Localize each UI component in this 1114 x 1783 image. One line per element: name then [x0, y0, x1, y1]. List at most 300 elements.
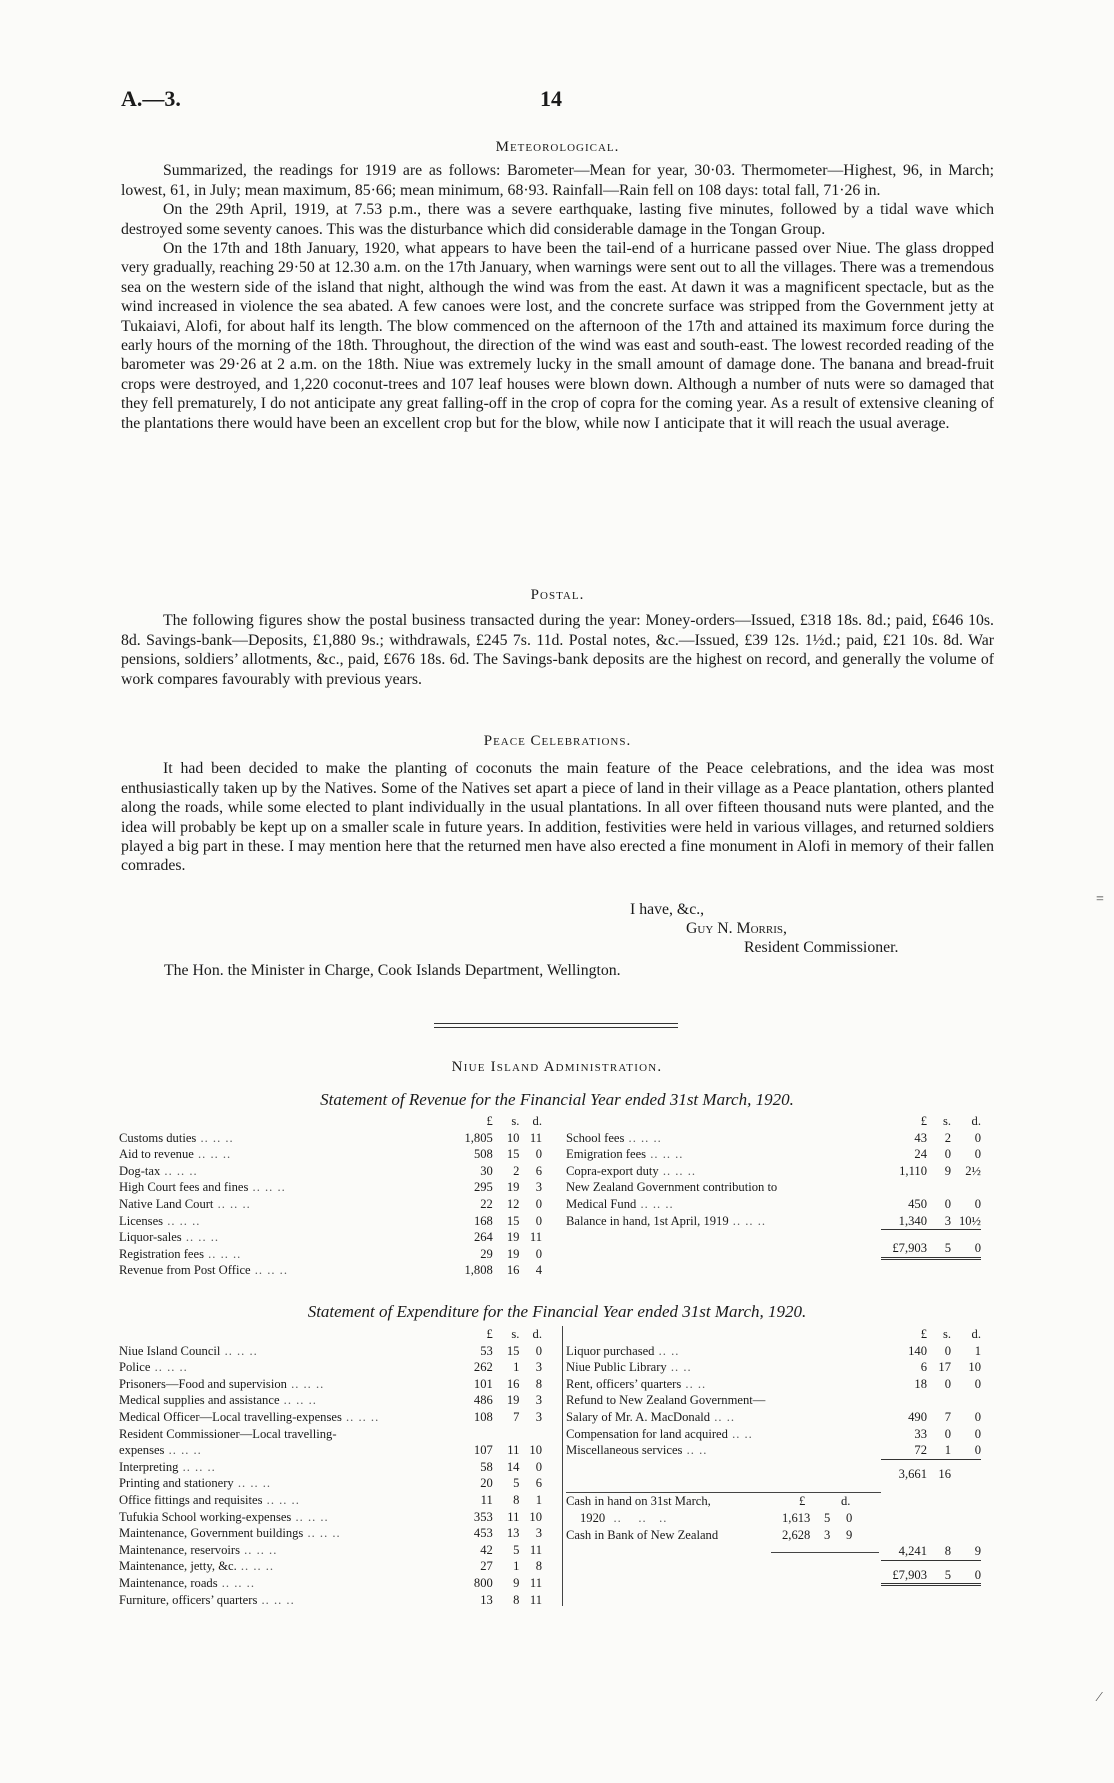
- ledger-row-pence: 6: [535, 1476, 542, 1491]
- ledger-row-pence: 8: [535, 1559, 542, 1574]
- ledger-row-shillings: 8: [513, 1492, 520, 1507]
- ledger-row-shillings: 13: [506, 1526, 520, 1541]
- ledger-row-shillings: 2: [513, 1163, 520, 1178]
- ledger-row: [119, 1459, 542, 1476]
- ledger-row-shillings: 5: [513, 1542, 520, 1557]
- ledger-row-pounds: 453: [473, 1526, 493, 1541]
- page-number: 14: [540, 86, 562, 111]
- ledger-row-shillings: 0: [944, 1343, 951, 1358]
- revenue-statement-title: Statement of Revenue for the Financial Year ended 31st March, 1920.: [320, 1090, 794, 1109]
- ledger-row-pence: 0: [535, 1147, 542, 1162]
- ledger-row: [119, 1575, 542, 1592]
- ledger-row: [119, 1146, 542, 1163]
- peace-heading: Peace Celebrations.: [483, 733, 632, 749]
- ledger-row-pence: 6: [535, 1163, 542, 1178]
- ledger-row-pounds: 13: [480, 1592, 493, 1607]
- ledger-row-pence: 10: [968, 1360, 981, 1375]
- ledger-row-shillings: 16: [506, 1263, 520, 1278]
- ledger-row: [119, 1229, 542, 1246]
- expenditure-column-divider: [562, 1326, 564, 1606]
- ledger-row-pence: [951, 1179, 981, 1196]
- ledger-row-shillings: 9: [944, 1163, 951, 1178]
- ledger-row-pence: 10½: [958, 1213, 981, 1228]
- ledger-row-pence: 0: [535, 1213, 542, 1228]
- ledger-row-label: High Court fees and fines: [119, 1180, 249, 1195]
- ledger-row-shillings: 8: [513, 1592, 520, 1607]
- ledger-row-pounds: 22: [480, 1196, 493, 1211]
- leader-dots: .. .. ..: [193, 1147, 232, 1162]
- ledger-row-label: Prisoners—Food and supervision: [119, 1376, 287, 1391]
- ledger-row: [119, 1343, 542, 1360]
- leader-dots: .. .. ..: [636, 1196, 674, 1211]
- peace-paragraph: It had been decided to make the planting of coconuts the main feature of the Peace celebrations, and the idea was most enthusiastically taken up by the Natives. Some of the Natives set apart a piece of land in their village as a Peace plantation, others planted along the roads, while some elected to plant individually in the usual plantations. In all over fifteen thousand nuts were planted, and the idea will probably be kept up on a smaller scale in future years. In addition, festivities were held in various villages, and returned soldiers played a big part in these. I may mention here that the returned men have also erected a fine monument in Alofi in memory of their fallen comrades.: [121, 760, 994, 875]
- ledger-row-label: Maintenance, jetty, &c.: [119, 1559, 237, 1574]
- leader-dots: .. .. ..: [240, 1542, 278, 1557]
- expenditure-total-pence: 0: [951, 1567, 981, 1585]
- ledger-row: [566, 1130, 981, 1147]
- revenue-left-table: [119, 1113, 542, 1279]
- leader-dots: .. .. ..: [217, 1575, 255, 1590]
- ledger-row-pounds: 486: [473, 1393, 493, 1408]
- ledger-row-shillings: 5: [513, 1476, 520, 1491]
- ledger-row-label: Revenue from Post Office: [119, 1263, 251, 1278]
- ledger-row-pence: 11: [529, 1230, 542, 1245]
- ledger-row-shillings: 1: [944, 1443, 951, 1458]
- cash-in-hand-row: [566, 1510, 981, 1527]
- ledger-row: [119, 1392, 542, 1409]
- ledger-row-pounds: 27: [480, 1559, 493, 1574]
- ledger-row-label: Medical Officer—Local travelling-expenses: [119, 1409, 342, 1424]
- ledger-row-pence: 0: [535, 1343, 542, 1358]
- ledger-row: [119, 1442, 542, 1459]
- ledger-row-label: Niue Island Council: [119, 1343, 221, 1358]
- ledger-row-shillings: 1: [513, 1559, 520, 1574]
- ledger-row-shillings: 0: [944, 1196, 951, 1211]
- ledger-row-shillings: 7: [513, 1409, 520, 1424]
- expenditure-right-rows: [566, 1343, 981, 1460]
- meteorological-paragraph-2: On the 29th April, 1919, at 7.53 p.m., there was a severe earthquake, lasting five minutes, followed by a tidal wave which destroyed some seventy canoes. This was the disturbance which did considerable damage in the Tongan Group.: [121, 201, 994, 238]
- ledger-row: [119, 1492, 542, 1509]
- expenditure-total-shillings: 5: [927, 1567, 951, 1585]
- cash-in-hand-pence: 0: [846, 1510, 853, 1525]
- meteorological-paragraph-1: Summarized, the readings for 1919 are as follows: Barometer—Mean for year, 30·03. Thermometer—Highest, 96, in March; lowest, 61, in July; mean maximum, 85·66; mean minimum, 68·93. Rainfall—Rain fell on 108 days: total fall, 71·26 in.: [121, 162, 994, 199]
- ledger-row-pence: 3: [535, 1360, 542, 1375]
- ledger-row-label: Medical supplies and assistance: [119, 1393, 280, 1408]
- ledger-row: [566, 1163, 981, 1180]
- cash-header-label: Cash in hand on 31st March,: [566, 1494, 711, 1509]
- revenue-right-table: [566, 1113, 981, 1260]
- ledger-row-shillings: 3: [944, 1213, 951, 1228]
- ledger-row-label: expenses: [119, 1443, 165, 1458]
- ledger-row-shillings: 17: [938, 1360, 951, 1375]
- currency-header-pounds: £: [486, 1114, 493, 1128]
- cash-in-bank-shillings: 3: [824, 1527, 831, 1542]
- ledger-row-shillings: 9: [513, 1575, 520, 1590]
- revenue-total-pounds: £7,903: [881, 1240, 927, 1258]
- ledger-row-label: Tufukia School working-expenses: [119, 1509, 292, 1524]
- ledger-row-shillings: 10: [506, 1130, 520, 1145]
- ledger-row: [119, 1246, 542, 1263]
- ledger-row-shillings: 16: [506, 1376, 520, 1391]
- leader-dots: .. .. ..: [248, 1180, 286, 1195]
- ledger-row: [119, 1592, 542, 1609]
- ledger-row-pounds: 30: [480, 1163, 493, 1178]
- ledger-row-label: Aid to revenue: [119, 1147, 194, 1162]
- ledger-row-pounds: 168: [473, 1213, 493, 1228]
- ledger-row-pence: 3: [535, 1180, 542, 1195]
- expenditure-subtotal-pounds: 3,661: [898, 1466, 927, 1481]
- ledger-row-pounds: 1,340: [898, 1213, 927, 1228]
- currency-header-shillings: s.: [511, 1327, 520, 1341]
- ledger-row-pence: 0: [974, 1196, 981, 1211]
- ledger-row-pence: 3: [535, 1409, 542, 1424]
- ledger-row-pence: 0: [974, 1147, 981, 1162]
- ledger-row-pence: 3: [535, 1526, 542, 1541]
- ledger-row-label: Native Land Court: [119, 1196, 214, 1211]
- meteorological-heading: Meteorological.: [495, 139, 620, 155]
- currency-header-pence: d.: [971, 1114, 981, 1128]
- ledger-row-shillings: 14: [506, 1459, 520, 1474]
- ledger-row: [566, 1392, 981, 1409]
- ledger-row: [119, 1558, 542, 1575]
- ledger-row-pounds: 6: [920, 1360, 927, 1375]
- leader-dots: .. ..: [681, 1376, 707, 1391]
- ledger-row-pence: 8: [535, 1376, 542, 1391]
- leader-dots: .. .. ..: [291, 1509, 329, 1524]
- ledger-row: [119, 1196, 542, 1213]
- ledger-row-pounds: 29: [480, 1246, 493, 1261]
- ledger-row-label: New Zealand Government contribution to: [566, 1180, 778, 1195]
- currency-header-pounds: £: [486, 1327, 493, 1341]
- ledger-row: [566, 1359, 981, 1376]
- leader-dots: .. .. ..: [341, 1409, 380, 1424]
- signatory-title: Resident Commissioner.: [744, 939, 899, 956]
- section-divider-thin: [434, 1027, 678, 1028]
- leader-dots: .. .. ..: [286, 1376, 325, 1391]
- ledger-row-pounds: 264: [473, 1230, 493, 1245]
- ledger-row-label: School fees: [566, 1130, 625, 1145]
- ledger-row-pence: 2½: [965, 1163, 981, 1178]
- ledger-row-label: Balance in hand, 1st April, 1919: [566, 1213, 729, 1228]
- leader-dots: .. .. ..: [150, 1360, 188, 1375]
- ledger-row-label: Furniture, officers’ quarters: [119, 1592, 258, 1607]
- ledger-row-shillings: 19: [506, 1180, 520, 1195]
- ledger-row-label: Resident Commissioner—Local travelling-: [119, 1426, 337, 1441]
- ledger-row-pounds: [881, 1392, 927, 1409]
- cash-header-pence: d.: [841, 1494, 851, 1509]
- ledger-row-label: Interpreting: [119, 1459, 179, 1474]
- ledger-row: [566, 1213, 981, 1230]
- ledger-row-pence: 10: [529, 1509, 542, 1524]
- cash-year: 1920: [580, 1510, 606, 1525]
- ledger-row-shillings: 2: [944, 1130, 951, 1145]
- expenditure-subtotal-shillings: 16: [938, 1466, 951, 1481]
- ledger-row-pence: 11: [529, 1592, 542, 1607]
- ledger-row-pounds: 450: [908, 1196, 927, 1211]
- ledger-row-pounds: 43: [914, 1130, 927, 1145]
- ledger-row: [119, 1130, 542, 1147]
- section-divider: [434, 1023, 678, 1024]
- ledger-row-shillings: 15: [506, 1147, 520, 1162]
- ledger-row: [119, 1509, 542, 1526]
- ledger-row: [566, 1343, 981, 1360]
- ledger-row: [566, 1376, 981, 1393]
- ledger-row-pounds: 24: [914, 1147, 927, 1162]
- postal-paragraph: The following figures show the postal business transacted during the year: Money-orders—Issued, £318 18s. 8d.; paid, £646 10s. 8d. Savings-bank—Deposits, £1,880 9s.; withdrawals, £245 7s. 11d. Postal notes, &c.—Issued, £39 12s. 1½d.; paid, £21 10s. 8d. War pensions, soldiers’ allotments, &c., paid, £676 18s. 6d. The Savings-bank deposits are the highest on record, and generally the volume of work compares favourably with previous years.: [121, 612, 994, 688]
- ledger-row: [119, 1376, 542, 1393]
- cash-header-cell: [566, 1493, 881, 1510]
- ledger-row-pence: 0: [974, 1443, 981, 1458]
- currency-header-shillings: s.: [511, 1114, 520, 1128]
- leader-dots: .. .. ..: [250, 1263, 288, 1278]
- ledger-row-pounds: 53: [480, 1343, 493, 1358]
- ledger-row: [119, 1525, 542, 1542]
- leader-dots: .. .. ..: [728, 1213, 766, 1228]
- leader-dots: .. .. ..: [279, 1393, 317, 1408]
- meteorological-section: [121, 138, 994, 433]
- cash-total-shillings: 8: [944, 1544, 951, 1559]
- ledger-row: [119, 1426, 542, 1443]
- meteorological-paragraph-3: On the 17th and 18th January, 1920, what appears to have been the tail-end of a hurricane passed over Niue. The glass dropped very gradually, reaching 29·50 at 12.30 a.m. on the 17th January, when warnings were sent out to all the villages. There was a tremendous sea on the western side of the island that night, although the wind was from the east. At dawn it was a magnificent spectacle, but as the wind increased in violence the sea abated. A few canoes were lost, and the concrete surface was stripped from the Government jetty at Tukaiavi, Alofi, for about half its length. The blow commenced on the afternoon of the 17th and attained its maximum force during the early hours of the morning of the 18th. Throughout, the direction of the wind was east and south-east. The lowest recorded reading of the barometer was 29·26 at 2 a.m. on the 18th. Niue was extremely lucky in the small amount of damage done. The banana and bread-fruit crops were destroyed, and 1,220 coconut-trees and 107 leaf houses were blown down. Although a number of nuts were so damaged that they fell prematurely, I do not anticipate any great falling-off in the crop of copra for the coming year. As a result of extensive cleaning of the plantations there would have been an excellent crop but for the blow, while now I anticipate that it will reach the usual average.: [121, 240, 994, 432]
- leader-dots: .. .. ..: [624, 1130, 662, 1145]
- ledger-row-shillings: 11: [507, 1443, 520, 1458]
- ledger-row-shillings: 1: [513, 1360, 520, 1375]
- leader-dots: .. ..: [710, 1409, 735, 1424]
- ledger-row-pence: 11: [529, 1575, 542, 1590]
- expenditure-subtotal-row: [566, 1466, 981, 1483]
- leader-dots: .. .. ..: [160, 1163, 198, 1178]
- cash-header-pounds: £: [799, 1494, 806, 1509]
- ledger-row-label: Refund to New Zealand Government—: [566, 1393, 766, 1408]
- currency-header-pounds: £: [920, 1114, 927, 1128]
- cash-bank-label: Cash in Bank of New Zealand: [566, 1527, 719, 1542]
- ledger-row-pounds: [445, 1426, 493, 1443]
- leader-dots: .. ..: [727, 1426, 753, 1441]
- cash-total-pounds: 4,241: [898, 1544, 927, 1559]
- ledger-row-pence: 0: [974, 1376, 981, 1391]
- cash-total-pence: 9: [974, 1544, 981, 1559]
- currency-header-pence: d.: [532, 1114, 542, 1128]
- ledger-row-pounds: 58: [480, 1459, 493, 1474]
- cash-total-row: [566, 1543, 981, 1560]
- ledger-row-label: Customs duties: [119, 1130, 197, 1145]
- ledger-row: [119, 1409, 542, 1426]
- leader-dots: .. .. ..: [178, 1459, 216, 1474]
- postal-heading: Postal.: [530, 587, 585, 603]
- ledger-row-pounds: 11: [480, 1492, 493, 1507]
- ledger-row-pounds: 490: [908, 1409, 927, 1424]
- ledger-row-label: Salary of Mr. A. MacDonald: [566, 1409, 711, 1424]
- ledger-row: [119, 1163, 542, 1180]
- ledger-row-pounds: 508: [473, 1147, 493, 1162]
- ledger-row-label: Emigration fees: [566, 1147, 647, 1162]
- cash-in-hand-pounds: 1,613: [782, 1510, 811, 1525]
- leader-dots: .. .. ..: [164, 1443, 202, 1458]
- ledger-row-pence: 0: [535, 1246, 542, 1261]
- expenditure-total-row: [566, 1567, 981, 1585]
- document-reference: A.—3.: [121, 86, 181, 111]
- ledger-row: [566, 1196, 981, 1213]
- ledger-row-pence: 0: [974, 1409, 981, 1424]
- addressee-line: The Hon. the Minister in Charge, Cook Islands Department, Wellington.: [164, 962, 621, 979]
- currency-header-pounds: £: [920, 1327, 927, 1341]
- ledger-row-label: Niue Public Library: [566, 1360, 667, 1375]
- ledger-row-pence: 11: [529, 1542, 542, 1557]
- cash-in-bank-pounds: 2,628: [782, 1527, 811, 1542]
- revenue-left-rows: [119, 1130, 542, 1279]
- ledger-row: [566, 1426, 981, 1443]
- ledger-row-shillings: 7: [944, 1409, 951, 1424]
- expenditure-statement-title: Statement of Expenditure for the Financial Year ended 31st March, 1920.: [307, 1302, 807, 1321]
- ledger-row-label: Liquor purchased: [566, 1343, 655, 1358]
- ledger-row-shillings: 12: [506, 1196, 520, 1211]
- ledger-row: [566, 1442, 981, 1459]
- leader-dots: .. .. ..: [163, 1213, 201, 1228]
- ledger-row-pounds: 72: [914, 1443, 927, 1458]
- currency-header-pence: d.: [971, 1327, 981, 1341]
- leader-dots: .. .. ..: [303, 1526, 341, 1541]
- leader-dots: .. .. ..: [181, 1230, 220, 1245]
- ledger-row-shillings: [493, 1426, 520, 1443]
- leader-dots: .. .. ..: [257, 1592, 295, 1607]
- ledger-row-label: Maintenance, reservoirs: [119, 1542, 240, 1557]
- cash-in-bank-row: [566, 1527, 981, 1544]
- ledger-row-shillings: 15: [506, 1343, 520, 1358]
- ledger-row-shillings: 0: [944, 1376, 951, 1391]
- currency-header-shillings: s.: [942, 1114, 951, 1128]
- ledger-row-pence: 11: [529, 1130, 542, 1145]
- leader-dots: .. .. ..: [203, 1246, 242, 1261]
- leader-dots: .. .. ..: [233, 1476, 272, 1491]
- ledger-row-pounds: 800: [473, 1575, 493, 1590]
- ledger-row-pence: 4: [535, 1263, 542, 1278]
- leader-dots: .. .. ..: [213, 1196, 251, 1211]
- ledger-row-pounds: 262: [473, 1360, 493, 1375]
- ledger-row-label: Registration fees: [119, 1246, 204, 1261]
- currency-header-shillings: s.: [942, 1327, 951, 1341]
- expenditure-right-table: [566, 1326, 981, 1586]
- ledger-row-label: Maintenance, Government buildings: [119, 1526, 304, 1541]
- cash-in-hand-shillings: 5: [824, 1510, 831, 1525]
- revenue-total-pence: 0: [951, 1240, 981, 1258]
- ledger-row-pence: 1: [974, 1343, 981, 1358]
- expenditure-total-pounds: £7,903: [881, 1567, 927, 1585]
- ledger-row-pence: 10: [529, 1443, 542, 1458]
- currency-header-pence: d.: [532, 1327, 542, 1341]
- leader-dots: .. .. ..: [196, 1130, 234, 1145]
- ledger-row-pence: [519, 1426, 542, 1443]
- expenditure-left-table: [119, 1326, 542, 1608]
- ledger-row-shillings: 15: [506, 1213, 520, 1228]
- expenditure-subtotal-pence: [951, 1466, 981, 1483]
- ledger-row-label: Medical Fund: [566, 1196, 637, 1211]
- ledger-row: [566, 1146, 981, 1163]
- ledger-row: [119, 1262, 542, 1279]
- ledger-row: [119, 1359, 542, 1376]
- cash-rule: [771, 1552, 879, 1553]
- ledger-row-label: Liquor-sales: [119, 1230, 182, 1245]
- ledger-row-shillings: [927, 1179, 951, 1196]
- leader-dots: .. .. ..: [262, 1492, 300, 1507]
- ledger-row: [566, 1179, 981, 1196]
- leader-dots: .. ..: [666, 1360, 692, 1375]
- ledger-row-shillings: 11: [507, 1509, 520, 1524]
- ledger-row-label: Police: [119, 1360, 151, 1375]
- ledger-row-pence: 0: [535, 1459, 542, 1474]
- ledger-row-label: Licenses: [119, 1213, 164, 1228]
- ledger-row-label: Printing and stationery: [119, 1476, 234, 1491]
- ledger-row-shillings: 19: [506, 1246, 520, 1261]
- ledger-row-pounds: 18: [914, 1376, 927, 1391]
- margin-bottom-mark: ⁄: [1098, 1690, 1101, 1705]
- ledger-row-pounds: 1,805: [464, 1130, 493, 1145]
- cash-in-bank-pence: 9: [846, 1527, 853, 1542]
- peace-section: [121, 732, 994, 876]
- ledger-row-pounds: 101: [473, 1376, 493, 1391]
- leader-dots: .. .. ..: [646, 1147, 684, 1162]
- ledger-row-label: Miscellaneous services: [566, 1443, 683, 1458]
- ledger-row: [119, 1213, 542, 1230]
- ledger-row-shillings: 0: [944, 1147, 951, 1162]
- ledger-row-pounds: 20: [480, 1476, 493, 1491]
- leader-dots: .. .. ..: [605, 1510, 668, 1525]
- leader-dots: .. .. ..: [658, 1163, 697, 1178]
- ledger-row-pounds: 33: [914, 1426, 927, 1441]
- ledger-row-shillings: 19: [506, 1393, 520, 1408]
- ledger-row-label: Copra-export duty: [566, 1163, 659, 1178]
- ledger-row-label: Rent, officers’ quarters: [566, 1376, 682, 1391]
- ledger-row-pence: [951, 1392, 981, 1409]
- signatory-name: Guy N. Morris,: [686, 920, 787, 937]
- ledger-row-pence: 1: [535, 1492, 542, 1507]
- ledger-row-label: Office fittings and requisites: [119, 1492, 263, 1507]
- revenue-right-rows: [566, 1130, 981, 1230]
- expenditure-left-rows: [119, 1343, 542, 1609]
- closing-line: I have, &c.,: [630, 901, 705, 918]
- postal-section: [121, 586, 994, 689]
- ledger-row: [119, 1179, 542, 1196]
- leader-dots: .. ..: [654, 1343, 680, 1358]
- leader-dots: .. .. ..: [220, 1343, 258, 1358]
- ledger-row-pounds: 140: [908, 1343, 927, 1358]
- leader-dots: .. ..: [682, 1443, 708, 1458]
- administration-heading: Niue Island Administration.: [451, 1059, 663, 1075]
- ledger-row-pence: 0: [535, 1196, 542, 1211]
- ledger-row-pounds: 1,110: [899, 1163, 927, 1178]
- ledger-row-shillings: 19: [506, 1230, 520, 1245]
- leader-dots: .. .. ..: [236, 1559, 275, 1574]
- ledger-row-pence: 3: [535, 1393, 542, 1408]
- ledger-row-pounds: 42: [480, 1542, 493, 1557]
- ledger-row-pounds: [881, 1179, 927, 1196]
- ledger-row-pounds: 107: [473, 1443, 493, 1458]
- ledger-row: [119, 1475, 542, 1492]
- ledger-row-pounds: 108: [473, 1409, 493, 1424]
- ledger-row-label: Dog-tax: [119, 1163, 161, 1178]
- revenue-total-shillings: 5: [927, 1240, 951, 1258]
- ledger-row-pence: 0: [974, 1426, 981, 1441]
- ledger-row-pence: 0: [974, 1130, 981, 1145]
- ledger-row-shillings: [927, 1392, 951, 1409]
- ledger-row-label: Maintenance, roads: [119, 1575, 218, 1590]
- margin-dash-mark: =: [1096, 892, 1104, 907]
- ledger-row: [566, 1409, 981, 1426]
- ledger-row-pounds: 295: [473, 1180, 493, 1195]
- ledger-row-label: Compensation for land acquired: [566, 1426, 728, 1441]
- revenue-total-row: [566, 1240, 981, 1258]
- ledger-row: [119, 1542, 542, 1559]
- ledger-row-shillings: 0: [944, 1426, 951, 1441]
